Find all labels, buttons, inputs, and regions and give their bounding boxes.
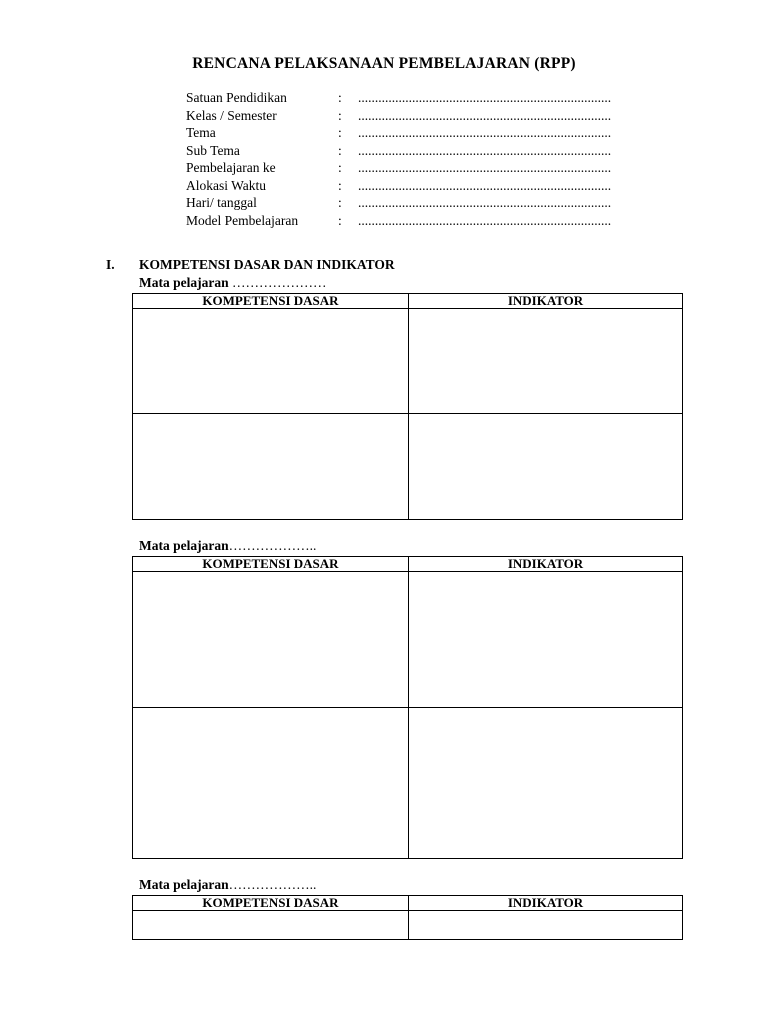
identity-colon: : [338, 212, 342, 228]
identity-value-field[interactable]: ........................................................................... [358, 177, 612, 193]
subject-field[interactable]: ………………… [228, 275, 327, 290]
identity-colon: : [338, 177, 342, 193]
identity-value-field[interactable]: ........................................................................... [358, 125, 612, 140]
table-row [133, 309, 683, 414]
column-header-indikator: INDIKATOR [409, 557, 683, 572]
identity-colon: : [338, 142, 342, 158]
identity-label: Sub Tema [186, 142, 240, 158]
indikator-cell[interactable] [409, 708, 683, 859]
identity-label: Kelas / Semester [186, 107, 277, 123]
subject-label: Mata pelajaran [139, 877, 229, 892]
subject-line [139, 275, 326, 291]
subject-label: Mata pelajaran [139, 275, 229, 290]
identity-label: Alokasi Waktu [186, 177, 267, 193]
indikator-cell[interactable] [409, 309, 683, 414]
document-title: RENCANA PELAKSANAAN PEMBELAJARAN (RPP) [192, 55, 576, 72]
section-title: KOMPETENSI DASAR DAN INDIKATOR [139, 257, 395, 272]
kompetensi-cell[interactable] [133, 309, 409, 414]
identity-colon: : [338, 160, 342, 175]
subject-line [139, 877, 316, 893]
competency-table [132, 556, 683, 859]
kompetensi-cell[interactable] [133, 911, 409, 940]
identity-label: Satuan Pendidikan [186, 90, 287, 105]
kompetensi-cell[interactable] [133, 414, 409, 520]
column-header-kompetensi: KOMPETENSI DASAR [133, 294, 409, 309]
identity-value-field[interactable]: ........................................................................... [358, 107, 612, 123]
identity-colon: : [338, 90, 342, 105]
identity-colon: : [338, 125, 342, 140]
indikator-cell[interactable] [409, 414, 683, 520]
identity-value-field[interactable]: ........................................................................... [358, 90, 612, 105]
subject-line [139, 538, 316, 554]
identity-value-field[interactable]: ........................................................................... [358, 212, 612, 228]
identity-colon: : [338, 107, 342, 123]
identity-label: Pembelajaran ke [186, 160, 276, 175]
indikator-cell[interactable] [409, 911, 683, 940]
identity-value-field[interactable]: ........................................................................... [358, 195, 612, 210]
identity-label: Hari/ tanggal [186, 195, 257, 210]
table-row [133, 572, 683, 708]
column-header-indikator: INDIKATOR [409, 896, 683, 911]
competency-table [132, 895, 683, 940]
identity-label: Model Pembelajaran [186, 212, 299, 228]
subject-field[interactable]: ……………….. [228, 538, 317, 553]
section-number: I. [106, 257, 115, 272]
kompetensi-cell[interactable] [133, 572, 409, 708]
column-header-kompetensi: KOMPETENSI DASAR [133, 896, 409, 911]
table-header-row [133, 896, 683, 911]
table-header-row [133, 557, 683, 572]
column-header-indikator: INDIKATOR [409, 294, 683, 309]
table-row [133, 414, 683, 520]
subject-field[interactable]: ……………….. [228, 877, 317, 892]
identity-value-field[interactable]: ........................................................................... [358, 142, 612, 158]
kompetensi-cell[interactable] [133, 708, 409, 859]
subject-label: Mata pelajaran [139, 538, 229, 553]
competency-table [132, 293, 683, 520]
identity-label: Tema [186, 125, 216, 140]
indikator-cell[interactable] [409, 572, 683, 708]
identity-value-field[interactable]: ........................................................................... [358, 160, 612, 175]
identity-colon: : [338, 195, 342, 210]
table-row [133, 708, 683, 859]
column-header-kompetensi: KOMPETENSI DASAR [133, 557, 409, 572]
table-header-row [133, 294, 683, 309]
table-row [133, 911, 683, 940]
